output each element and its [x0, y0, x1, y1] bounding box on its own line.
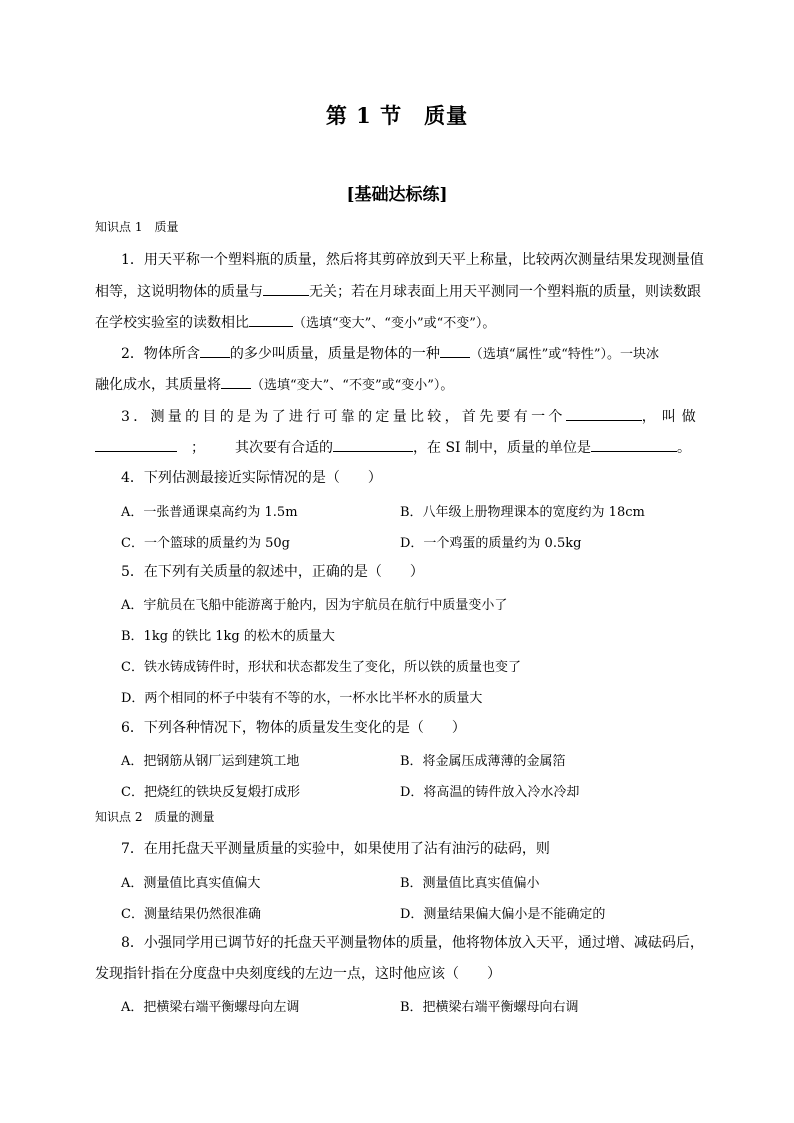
q8-line-1: 8．小强同学用已调节好的托盘天平测量物体的质量，他将物体放入天平，通过增、减砝码后， [121, 935, 704, 951]
q6-option-d: D．将高温的铸件放入冷水冷却 [400, 785, 580, 800]
q8-option-b: B．把横梁右端平衡螺母向右调 [400, 1000, 579, 1015]
q3-text-a: 3．测量的目的是为了进行可靠的定量比较，首先要有一个 [121, 409, 566, 425]
q5-option-a: A．宇航员在飞船中能游离于舱内，因为宇航员在航行中质量变小了 [121, 598, 508, 613]
q8-line-2: 发现指针指在分度盘中央刻度线的左边一点，这时他应该（ ） [95, 966, 501, 982]
q2-line-2 [95, 374, 700, 396]
q2-text-e: （选填“变大”、“不变”或“变小”）。 [251, 378, 454, 393]
q1-line-1: 1．用天平称一个塑料瓶的质量，然后将其剪碎放到天平上称量，比较两次测量结果发现测量值 [121, 252, 704, 268]
q5-option-b: B．1kg 的铁比 1kg 的松木的质量大 [121, 629, 335, 644]
q2-text-b: 的多少叫质量，质量是物体的一种 [229, 346, 440, 362]
q5-stem: 5．在下列有关质量的叙述中，正确的是（ ） [121, 564, 424, 580]
knowledge-point-2: 知识点 2 质量的测量 [95, 810, 215, 824]
q8-option-a: A．把横梁右端平衡螺母向左调 [121, 1000, 300, 1015]
q2-line-1 [121, 343, 726, 365]
q1-blank-2 [249, 312, 293, 327]
q1-text-d: （选填“变大”、“变小”或“不变”）。 [293, 316, 496, 331]
q7-option-d: D．测量结果偏大偏小是不能确定的 [400, 907, 606, 922]
q2-text-d: 融化成水，其质量将 [95, 377, 221, 393]
q2-blank-3 [221, 374, 251, 389]
q3-blank-1 [566, 406, 642, 421]
q3-text-e: ，在 SI 制中，质量的单位是 [413, 440, 592, 456]
q4-option-a: A．一张普通课桌高约为 1.5m [121, 505, 298, 520]
q7-stem: 7．在用托盘天平测量质量的实验中，如果使用了沾有油污的砝码，则 [121, 841, 550, 857]
q3-blank-4 [591, 437, 677, 452]
q7-option-c: C．测量结果仍然很准确 [121, 907, 261, 922]
q5-option-c: C．铁水铸成铸件时，形状和状态都发生了变化，所以铁的质量也变了 [121, 660, 521, 675]
q4-option-d: D．一个鸡蛋的质量约为 0.5kg [400, 536, 582, 551]
knowledge-point-1: 知识点 1 质量 [95, 220, 179, 234]
q6-option-c: C．把烧红的铁块反复煅打成形 [121, 785, 300, 800]
q4-option-b: B．八年级上册物理课本的宽度约为 18cm [400, 505, 645, 520]
q1-line-2 [95, 281, 700, 302]
q6-stem: 6．下列各种情况下，物体的质量发生变化的是（ ） [121, 720, 466, 736]
q2-text-c: （选填“属性”或“特性”）。一块冰 [469, 347, 660, 362]
q7-option-b: B．测量值比真实值偏小 [400, 876, 540, 891]
q3-blank-2 [95, 437, 177, 452]
q3-line-1 [121, 406, 700, 427]
q6-option-b: B．将金属压成薄薄的金属箔 [400, 754, 566, 769]
q3-line-2 [95, 437, 700, 458]
q1-text-b: 无关；若在月球表面上用天平测同一个塑料瓶的质量，则读数跟 [309, 284, 701, 300]
section-subtitle: [基础达标练] [346, 185, 448, 205]
q6-option-a: A．把钢筋从钢厂运到建筑工地 [121, 754, 300, 769]
q3-text-d: 其次要有合适的 [235, 440, 333, 456]
q1-blank-1 [263, 281, 309, 296]
q3-text-f: 。 [677, 440, 692, 456]
q2-text-a: 2．物体所含 [121, 346, 200, 362]
q2-blank-2 [440, 343, 470, 358]
q1-text-c: 在学校实验室的读数相比 [95, 315, 249, 331]
q7-option-a: A．测量值比真实值偏大 [121, 876, 261, 891]
page-title: 第 1 节 质量 [325, 103, 469, 128]
q2-blank-1 [200, 343, 230, 358]
q4-stem: 4．下列估测最接近实际情况的是（ ） [121, 470, 382, 486]
q3-text-b: ，叫做 [641, 409, 702, 425]
q3-blank-3 [333, 437, 413, 452]
q3-text-c: ； [191, 440, 205, 456]
q1-line-3 [95, 312, 700, 334]
q1-text-a: 相等，这说明物体的质量与 [95, 284, 263, 300]
q5-option-d: D．两个相同的杯子中装有不等的水，一杯水比半杯水的质量大 [121, 691, 483, 706]
q4-option-c: C．一个篮球的质量约为 50g [121, 536, 290, 551]
